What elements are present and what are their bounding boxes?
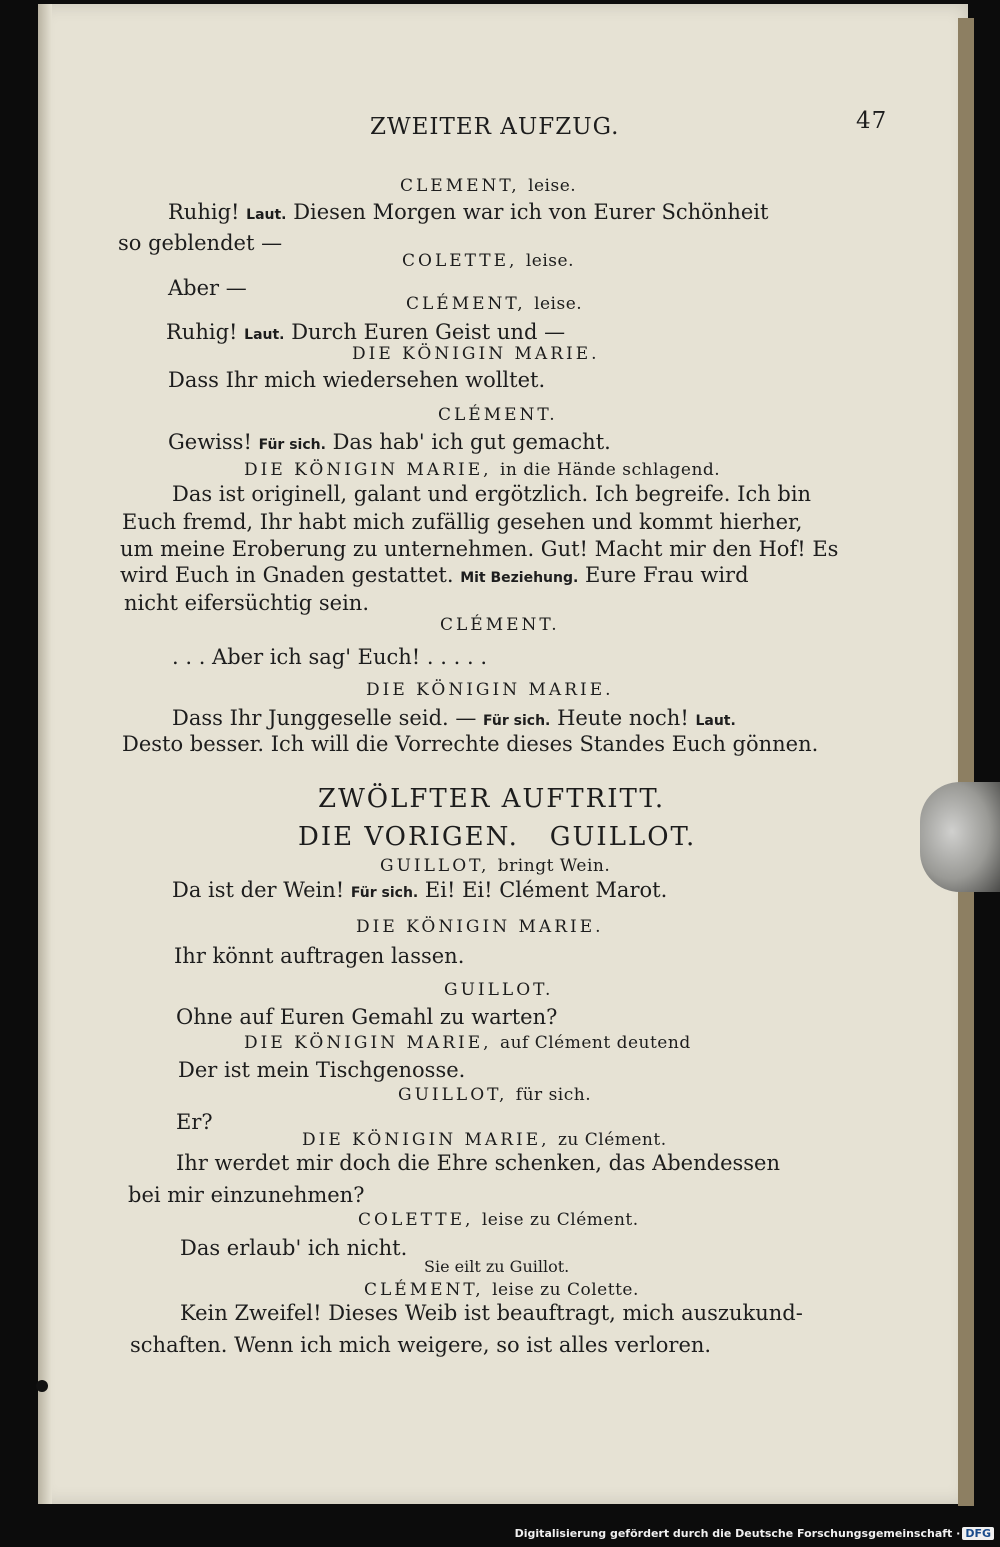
speaker-name: CLÉMENT,	[406, 294, 526, 314]
speaker-name: DIE KÖNIGIN MARIE,	[302, 1130, 550, 1150]
speaker-line	[244, 462, 720, 479]
speaker-line: CLÉMENT.	[440, 615, 560, 635]
text-line	[168, 432, 611, 453]
stage-direction: Laut.	[695, 713, 736, 729]
text-fragment: Heute noch!	[557, 706, 689, 730]
text-fragment: Ei! Ei! Clément Marot.	[424, 878, 668, 902]
text-line: schaften. Wenn ich mich weigere, so ist alles verloren.	[130, 1333, 712, 1357]
speaker-line	[406, 296, 582, 313]
text-line	[172, 708, 736, 729]
text-fragment: Ruhig!	[166, 320, 238, 344]
speaker-line	[398, 1087, 591, 1104]
text-line: Das erlaub' ich nicht.	[180, 1236, 408, 1260]
speaker-line	[302, 1132, 667, 1149]
text-fragment: Da ist der Wein!	[172, 878, 345, 902]
speaker-name: GUILLOT,	[398, 1085, 508, 1105]
stage-direction: in die Hände schlagend.	[499, 460, 721, 480]
speaker-line: DIE KÖNIGIN MARIE.	[352, 344, 600, 364]
speaker-name: COLETTE,	[402, 251, 518, 271]
text-line: Ihr werdet mir doch die Ehre schenken, das Abendessen	[176, 1151, 781, 1175]
text-line	[120, 565, 749, 586]
speaker-line: DIE KÖNIGIN MARIE.	[366, 680, 614, 700]
speaker-line: GUILLOT.	[444, 980, 554, 1000]
stage-direction: zu Clément.	[557, 1130, 667, 1150]
text-line: . . . Aber ich sag' Euch! . . . . .	[172, 645, 487, 669]
text-line	[172, 880, 667, 901]
text-line: Ihr könnt auftragen lassen.	[174, 944, 465, 968]
text-fragment: Das hab' ich gut gemacht.	[332, 430, 611, 454]
stage-direction: Laut.	[244, 327, 285, 343]
text-line: Desto besser. Ich will die Vorrechte dieses Standes Euch gönnen.	[122, 732, 819, 756]
speaker-name: CLEMENT,	[400, 176, 520, 196]
stage-direction: bringt Wein.	[497, 856, 611, 876]
text-fragment: wird Euch in Gnaden gestattet.	[120, 563, 454, 587]
page-number: 47	[856, 108, 888, 134]
stage-direction: Laut.	[246, 207, 287, 223]
text-line	[166, 322, 565, 343]
dfg-logo: DFG	[962, 1527, 994, 1540]
stage-direction: leise.	[534, 294, 583, 314]
speaker-name: COLETTE,	[358, 1210, 474, 1230]
text-fragment: Dass Ihr Junggeselle seid. —	[172, 706, 477, 730]
stage-direction: auf Clément deutend	[499, 1033, 691, 1053]
stage-direction: leise zu Colette.	[492, 1280, 639, 1300]
text-line: Euch fremd, Ihr habt mich zufällig gesehen und kommt hierher,	[122, 510, 803, 534]
speaker-name: DIE KÖNIGIN MARIE,	[244, 1033, 492, 1053]
speaker-line	[364, 1282, 639, 1299]
speaker-line: DIE KÖNIGIN MARIE.	[356, 917, 604, 937]
running-title: ZWEITER AUFZUG.	[370, 114, 620, 140]
text-line: Der ist mein Tischgenosse.	[178, 1058, 466, 1082]
speaker-name: GUILLOT,	[380, 856, 490, 876]
digitization-credit	[515, 1527, 994, 1540]
stage-direction: leise zu Clément.	[481, 1210, 639, 1230]
scene-cast: DIE VORIGEN. GUILLOT.	[298, 822, 697, 852]
text-line: bei mir einzunehmen?	[128, 1183, 365, 1207]
text-line: Aber —	[168, 276, 247, 300]
text-line: nicht eifersüchtig sein.	[124, 591, 370, 615]
stage-direction: Für sich.	[350, 885, 419, 901]
stage-direction: für sich.	[515, 1085, 592, 1105]
speaker-line	[358, 1212, 639, 1229]
text-fragment: Durch Euren Geist und —	[291, 320, 566, 344]
stage-direction: leise.	[528, 176, 577, 196]
speaker-line	[402, 253, 574, 270]
text-fragment: Ruhig!	[168, 200, 240, 224]
text-fragment: Eure Frau wird	[585, 563, 749, 587]
text-line: um meine Eroberung zu unternehmen. Gut! Macht mir den Hof! Es	[120, 537, 839, 561]
text-fragment: Diesen Morgen war ich von Eurer Schönheit	[293, 200, 769, 224]
text-line: Er?	[176, 1110, 213, 1134]
speaker-name: CLÉMENT,	[364, 1280, 484, 1300]
text-line: Dass Ihr mich wiedersehen wolltet.	[168, 368, 546, 392]
credit-text: Digitalisierung gefördert durch die Deutsche Forschungsgemeinschaft ·	[514, 1527, 961, 1540]
text-line: so geblendet —	[118, 231, 283, 255]
text-line	[168, 202, 768, 223]
text-line: Kein Zweifel! Dieses Weib ist beauftragt, mich auszukund-	[180, 1301, 803, 1325]
stage-direction: leise.	[525, 251, 574, 271]
speaker-line: CLÉMENT.	[438, 405, 558, 425]
text-line: Ohne auf Euren Gemahl zu warten?	[176, 1005, 558, 1029]
speaker-line	[400, 178, 576, 195]
text-fragment: Gewiss!	[168, 430, 252, 454]
stage-direction: Sie eilt zu Guillot.	[424, 1257, 570, 1276]
speaker-name: DIE KÖNIGIN MARIE,	[244, 460, 492, 480]
speaker-line	[380, 858, 610, 875]
stage-direction: Für sich.	[258, 437, 326, 453]
text-line: Das ist originell, galant und ergötzlich. Ich begreife. Ich bin	[172, 482, 812, 506]
stage-direction: Mit Beziehung.	[460, 570, 579, 586]
speaker-line	[244, 1035, 691, 1052]
scene-title: ZWÖLFTER AUFTRITT.	[318, 784, 666, 814]
stage-direction: Für sich.	[483, 713, 551, 729]
